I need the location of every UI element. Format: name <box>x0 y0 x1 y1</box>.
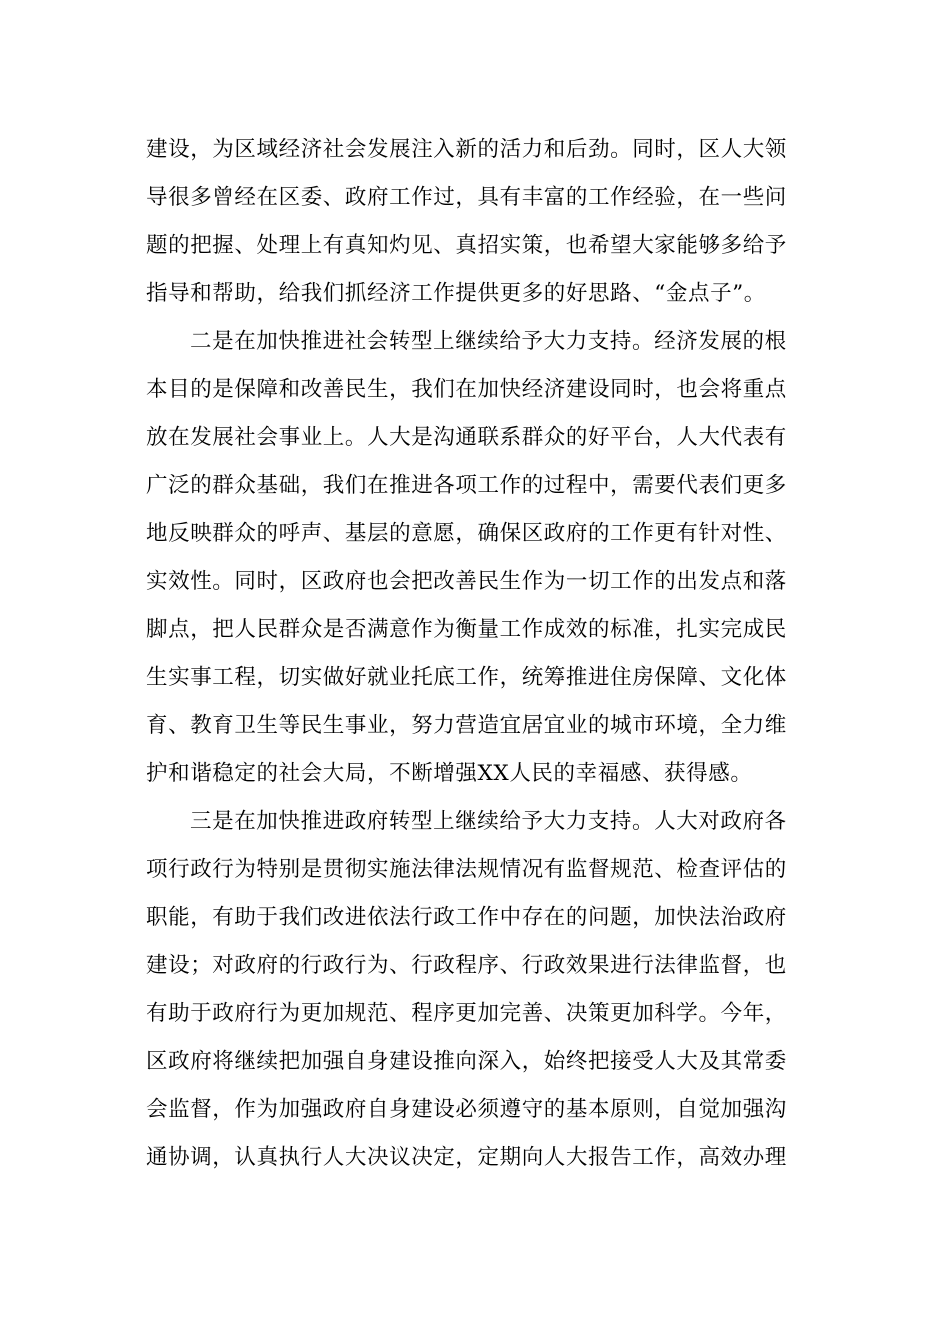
text-line: 本目的是保障和改善民生，我们在加快经济建设同时，也会将重点 <box>146 377 787 402</box>
text-line: 建设，为区域经济社会发展注入新的活力和后劲。同时，区人大领 <box>146 137 787 162</box>
text-line: 育、教育卫生等民生事业，努力营造宜居宜业的城市环境，全力维 <box>146 713 787 738</box>
text-line: 三是在加快推进政府转型上继续给予大力支持。人大对政府各 <box>190 809 787 834</box>
text-line: 地反映群众的呼声、基层的意愿，确保区政府的工作更有针对性、 <box>146 521 787 546</box>
text-line: 项行政行为特别是贯彻实施法律法规情况有监督规范、检查评估的 <box>146 857 787 882</box>
paragraph-1 <box>146 126 806 318</box>
text-line: 实效性。同时，区政府也会把改善民生作为一切工作的出发点和落 <box>146 569 787 594</box>
text-line: 有助于政府行为更加规范、程序更加完善、决策更加科学。今年， <box>146 1001 787 1026</box>
text-line: 建设；对政府的行政行为、行政程序、行政效果进行法律监督，也 <box>146 953 787 978</box>
text-line: 生实事工程，切实做好就业托底工作，统筹推进住房保障、文化体 <box>146 665 787 690</box>
text-line: 放在发展社会事业上。人大是沟通联系群众的好平台，人大代表有 <box>146 425 787 450</box>
text-line: 通协调，认真执行人大决议决定，定期向人大报告工作，高效办理 <box>146 1145 787 1170</box>
text-line: 导很多曾经在区委、政府工作过，具有丰富的工作经验，在一些问 <box>146 185 787 210</box>
text-line: 题的把握、处理上有真知灼见、真招实策，也希望大家能够多给予 <box>146 233 787 258</box>
paragraph-3 <box>146 798 806 1182</box>
text-line: 脚点，把人民群众是否满意作为衡量工作成效的标准，扎实完成民 <box>146 617 787 642</box>
document-body <box>146 126 806 1182</box>
text-line: 指导和帮助，给我们抓经济工作提供更多的好思路、“金点子”。 <box>146 281 766 306</box>
text-line: 职能，有助于我们改进依法行政工作中存在的问题，加快法治政府 <box>146 905 787 930</box>
text-line: 护和谐稳定的社会大局，不断增强XX人民的幸福感、获得感。 <box>146 761 753 786</box>
text-line: 会监督，作为加强政府自身建设必须遵守的基本原则，自觉加强沟 <box>146 1097 787 1122</box>
text-line: 区政府将继续把加强自身建设推向深入，始终把接受人大及其常委 <box>146 1049 787 1074</box>
text-line: 广泛的群众基础，我们在推进各项工作的过程中，需要代表们更多 <box>146 473 787 498</box>
text-line: 二是在加快推进社会转型上继续给予大力支持。经济发展的根 <box>190 329 787 354</box>
paragraph-2 <box>146 318 806 798</box>
